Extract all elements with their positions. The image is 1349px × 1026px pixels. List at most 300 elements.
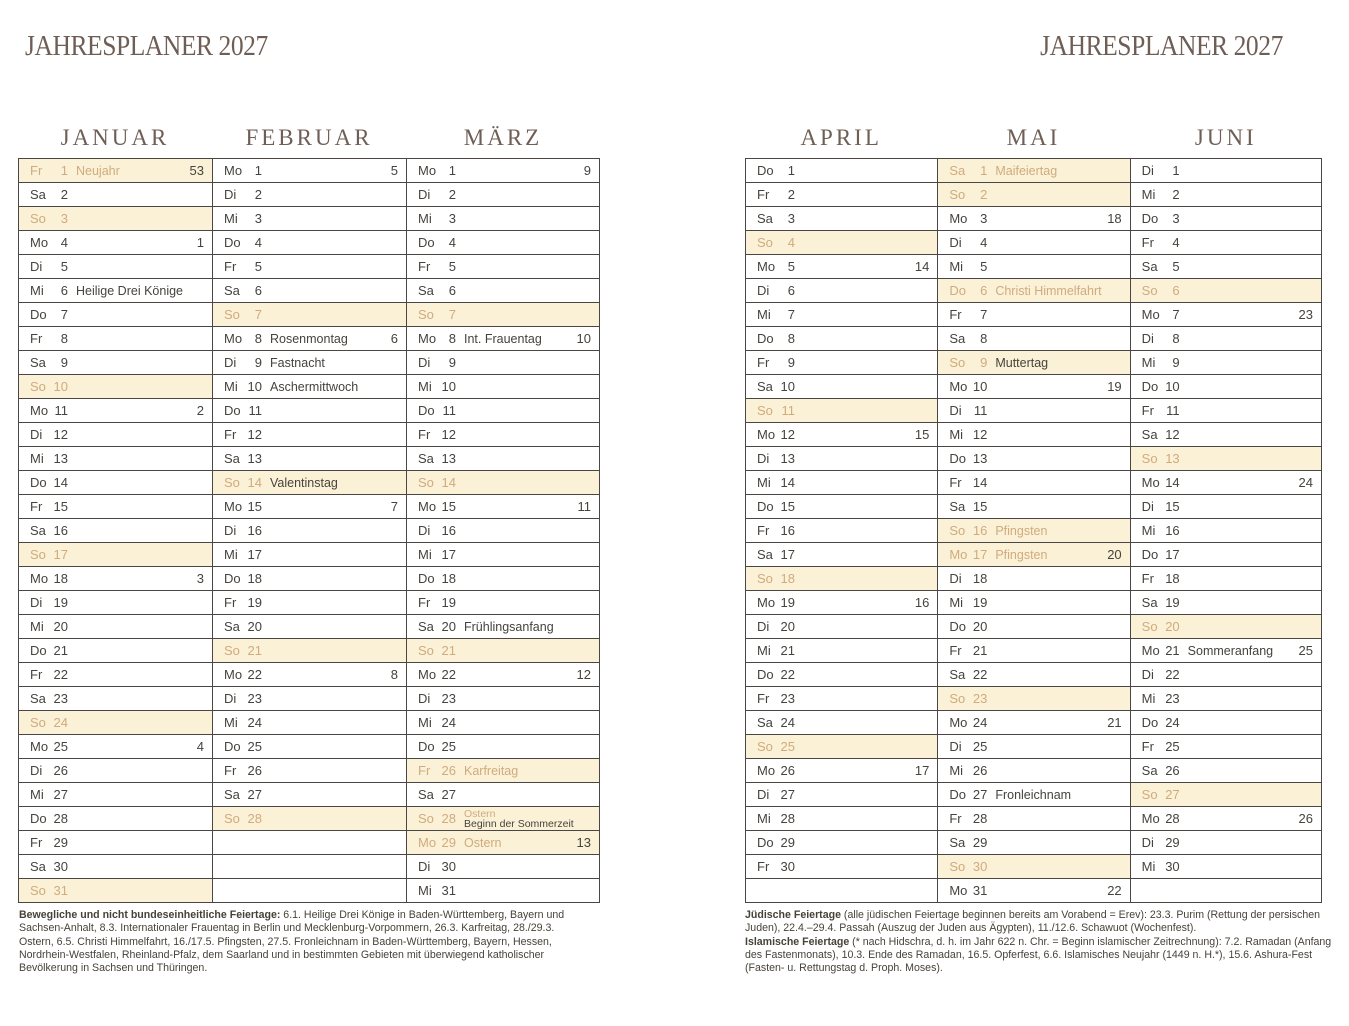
day-number: 16 — [441, 523, 456, 538]
day-row — [1131, 159, 1321, 183]
day-number: 25 — [53, 739, 68, 754]
day-abbrev: Di — [30, 259, 43, 274]
day-number: 17 — [972, 547, 988, 562]
empty-row — [746, 879, 937, 903]
day-row — [407, 783, 599, 807]
day-row — [938, 231, 1129, 255]
day-abbrev: Mi — [949, 259, 964, 274]
day-row — [938, 663, 1129, 687]
empty-row — [1131, 879, 1321, 903]
day-row — [407, 351, 599, 375]
day-row — [746, 831, 937, 855]
day-number: 20 — [780, 619, 795, 634]
day-row — [407, 711, 599, 735]
day-note — [464, 765, 573, 777]
day-number: 27 — [780, 787, 795, 802]
day-row — [1131, 519, 1321, 543]
day-abbrev: Mo — [224, 331, 243, 346]
day-abbrev: Mi — [418, 883, 432, 898]
day-abbrev: Di — [224, 691, 237, 706]
month-juni — [1130, 118, 1322, 903]
day-number: 25 — [247, 739, 262, 754]
day-number: 26 — [53, 763, 68, 778]
day-number: 9 — [980, 355, 988, 370]
day-number: 20 — [441, 619, 456, 634]
day-abbrev: Mo — [757, 595, 776, 610]
day-number: 15 — [972, 499, 988, 514]
footnote-lead: Jüdische Feiertage — [745, 909, 841, 921]
day-abbrev: Do — [1141, 211, 1159, 226]
day-note — [270, 357, 380, 369]
day-abbrev: Sa — [418, 619, 434, 634]
day-abbrev: Sa — [757, 547, 773, 562]
day-abbrev: Mi — [224, 211, 238, 226]
day-abbrev: Sa — [949, 499, 966, 514]
month-title: FEBRUAR — [245, 125, 373, 150]
day-row — [1131, 783, 1321, 807]
month-title: MÄRZ — [463, 125, 543, 150]
day-row — [407, 663, 599, 687]
holiday-label: Ostern — [464, 835, 502, 850]
day-abbrev: Mo — [30, 235, 49, 250]
day-abbrev: Mo — [1141, 643, 1160, 658]
day-row — [407, 567, 599, 591]
day-row — [1131, 663, 1321, 687]
day-number: 17 — [53, 547, 68, 562]
day-number: 25 — [1165, 739, 1180, 754]
day-abbrev: Fr — [1141, 235, 1154, 250]
day-number: 7 — [980, 307, 988, 322]
day-number: 28 — [972, 811, 988, 826]
day-number: 15 — [53, 499, 68, 514]
day-abbrev: So — [224, 307, 240, 322]
day-abbrev: Sa — [30, 691, 46, 706]
day-abbrev: Fr — [418, 427, 431, 442]
day-row — [407, 687, 599, 711]
day-abbrev: Sa — [757, 715, 773, 730]
day-abbrev: So — [1141, 451, 1158, 466]
day-number: 14 — [53, 475, 68, 490]
day-abbrev: Di — [757, 283, 770, 298]
day-number: 4 — [448, 235, 456, 250]
day-row — [19, 855, 212, 879]
day-number: 5 — [787, 259, 795, 274]
day-row — [1131, 567, 1321, 591]
week-number: 17 — [914, 763, 930, 778]
day-number: 10 — [780, 379, 795, 394]
day-row — [1131, 615, 1321, 639]
day-number: 16 — [780, 523, 795, 538]
day-row — [19, 399, 212, 423]
day-abbrev: Mo — [949, 211, 968, 226]
day-abbrev: Di — [418, 355, 431, 370]
day-number: 2 — [1172, 187, 1180, 202]
day-abbrev: Fr — [949, 475, 962, 490]
day-row — [938, 879, 1129, 903]
day-abbrev: Mi — [224, 379, 238, 394]
day-abbrev: Di — [1141, 667, 1154, 682]
week-number: 24 — [1298, 475, 1313, 490]
day-number: 30 — [972, 859, 988, 874]
holiday-label: Sommeranfang — [1187, 643, 1274, 658]
day-abbrev: Mo — [757, 763, 776, 778]
day-abbrev: Do — [757, 667, 774, 682]
day-row — [938, 207, 1129, 231]
day-row — [938, 687, 1129, 711]
day-number: 13 — [247, 451, 262, 466]
day-number: 28 — [247, 811, 262, 826]
day-note — [270, 477, 380, 489]
day-number: 13 — [780, 451, 795, 466]
day-number: 17 — [1165, 547, 1180, 562]
day-row — [407, 879, 599, 903]
day-row — [407, 447, 599, 471]
day-row — [213, 207, 406, 231]
day-row — [1131, 471, 1321, 495]
day-row — [938, 495, 1129, 519]
day-row — [746, 711, 937, 735]
day-number: 18 — [53, 571, 68, 586]
footnote-paragraph: Islamische Feiertage (* nach Hidschra, d. h. im Jahr 622 n. Chr. = Beginn islamischer Zeitrechnung): 7.2. Ramadan (Anfang des Fastenmonats), 10.3. Ende des Ramadan, 16.5. Opferfest, 6.6. Islamisches Neujahr (1449 n. H.*), 15.6. Ashura-Fest (Fasten- u. Rettungstag d. Proph. Moses). — [745, 935, 1332, 975]
day-abbrev: Mo — [30, 571, 49, 586]
day-row — [746, 591, 937, 615]
day-abbrev: Mo — [224, 667, 243, 682]
day-abbrev: Fr — [30, 163, 43, 178]
day-number: 6 — [60, 283, 68, 298]
day-note — [1188, 645, 1295, 657]
day-row — [746, 783, 937, 807]
day-abbrev: Mi — [757, 307, 771, 322]
day-number: 4 — [787, 235, 795, 250]
day-row — [1131, 183, 1321, 207]
day-number: 18 — [1165, 571, 1180, 586]
day-row — [213, 567, 406, 591]
day-row — [938, 183, 1129, 207]
day-row — [19, 231, 212, 255]
day-note — [995, 789, 1103, 801]
day-number: 24 — [247, 715, 262, 730]
day-abbrev: Di — [757, 451, 770, 466]
day-row — [213, 663, 406, 687]
day-number: 19 — [53, 595, 68, 610]
day-number: 18 — [780, 571, 795, 586]
day-abbrev: So — [30, 547, 46, 562]
day-abbrev: Fr — [1141, 571, 1154, 586]
footnote-paragraph: Bewegliche und nicht bundeseinheitliche Feiertage: 6.1. Heilige Drei Könige in Baden-Württemberg, Bayern und Sachsen-Anhalt, 8.3. Internationaler Frauentag in Berlin und Mecklenburg-Vorpommern, 26.3. Karfreitag, 28./29.3. Ostern, 6.5. Christi Himmelfahrt, 16./17.5. Pfingsten, 27.5. Fronleichnam in Baden-Württemberg, Bayern, Hessen, Nordrhein-Westfalen, Rheinland-Pfalz, dem Saarland und in bestimmten Gebieten mit überwiegend katholischer Bevölkerung in Sachsen und Thüringen. — [19, 909, 565, 975]
day-row — [213, 399, 406, 423]
day-number: 22 — [247, 667, 262, 682]
day-row — [213, 783, 406, 807]
page-title-right: JAHRESPLANER 2027 — [1040, 30, 1283, 62]
day-number: 19 — [972, 595, 988, 610]
day-abbrev: Mi — [30, 283, 44, 298]
day-number: 6 — [448, 283, 456, 298]
day-number: 9 — [787, 355, 795, 370]
day-number: 27 — [53, 787, 68, 802]
day-note — [995, 357, 1103, 369]
day-abbrev: So — [224, 643, 240, 658]
day-row — [746, 399, 937, 423]
day-number: 5 — [254, 259, 262, 274]
day-number: 17 — [247, 547, 262, 562]
footnote-lead: Islamische Feiertage — [745, 935, 850, 948]
day-number: 8 — [787, 331, 795, 346]
day-number: 2 — [787, 187, 795, 202]
day-abbrev: Mo — [1141, 307, 1160, 322]
day-row — [1131, 423, 1321, 447]
week-number: 4 — [196, 739, 204, 754]
month-grid — [212, 158, 406, 903]
week-number: 15 — [914, 427, 930, 442]
day-number: 14 — [780, 475, 795, 490]
day-note — [464, 621, 573, 633]
day-number: 12 — [1165, 427, 1180, 442]
day-row — [746, 519, 937, 543]
day-abbrev: Do — [757, 835, 774, 850]
day-abbrev: Do — [30, 811, 47, 826]
day-abbrev: Fr — [757, 355, 770, 370]
day-abbrev: So — [757, 739, 773, 754]
day-row — [19, 207, 212, 231]
week-number: 1 — [196, 235, 204, 250]
day-number: 3 — [60, 211, 68, 226]
day-note — [76, 165, 186, 177]
day-number: 22 — [780, 667, 795, 682]
day-row — [407, 807, 599, 831]
day-row — [213, 519, 406, 543]
day-number: 7 — [60, 307, 68, 322]
day-row — [1131, 495, 1321, 519]
holiday-label: Maifeiertag — [995, 163, 1058, 178]
day-number: 22 — [53, 667, 68, 682]
day-row — [213, 255, 406, 279]
day-number: 28 — [441, 811, 456, 826]
day-abbrev: Di — [1141, 499, 1154, 514]
day-number: 17 — [780, 547, 795, 562]
day-row — [213, 423, 406, 447]
day-abbrev: Sa — [757, 211, 773, 226]
day-row — [213, 735, 406, 759]
day-row — [19, 639, 212, 663]
day-abbrev: Sa — [224, 619, 240, 634]
day-row — [1131, 303, 1321, 327]
day-abbrev: Di — [418, 691, 431, 706]
day-abbrev: Sa — [30, 187, 46, 202]
holiday-label: Fastnacht — [270, 355, 325, 370]
day-abbrev: Mo — [30, 403, 49, 418]
day-abbrev: Di — [418, 187, 431, 202]
day-abbrev: Do — [418, 235, 435, 250]
day-number: 18 — [441, 571, 456, 586]
day-number: 2 — [448, 187, 456, 202]
day-row — [1131, 399, 1321, 423]
day-abbrev: Di — [949, 235, 962, 250]
day-number: 8 — [254, 331, 262, 346]
day-number: 6 — [980, 283, 988, 298]
day-row — [19, 375, 212, 399]
month-title: APRIL — [800, 125, 882, 150]
day-row — [938, 447, 1129, 471]
day-row — [407, 159, 599, 183]
week-number: 20 — [1107, 547, 1122, 562]
day-number: 30 — [441, 859, 456, 874]
day-row — [938, 255, 1129, 279]
week-number: 2 — [196, 403, 204, 418]
day-number: 28 — [780, 811, 795, 826]
day-abbrev: Fr — [30, 835, 43, 850]
day-row — [407, 303, 599, 327]
day-abbrev: Sa — [418, 451, 434, 466]
week-number: 6 — [390, 331, 398, 346]
day-row — [407, 615, 599, 639]
day-number: 11 — [248, 403, 262, 418]
day-abbrev: Mi — [418, 547, 432, 562]
day-abbrev: Mo — [757, 427, 776, 442]
day-number: 27 — [247, 787, 262, 802]
day-row — [19, 495, 212, 519]
day-number: 19 — [780, 595, 795, 610]
day-abbrev: Fr — [224, 259, 237, 274]
day-number: 7 — [448, 307, 456, 322]
month-grid — [1130, 158, 1322, 903]
day-abbrev: Fr — [757, 187, 770, 202]
day-row — [746, 327, 937, 351]
day-note — [995, 525, 1103, 537]
day-row — [938, 615, 1129, 639]
day-abbrev: Di — [949, 739, 962, 754]
day-row — [19, 255, 212, 279]
day-abbrev: Fr — [224, 595, 237, 610]
week-number: 10 — [576, 331, 591, 346]
day-abbrev: Mo — [418, 163, 437, 178]
day-number: 21 — [53, 643, 68, 658]
day-abbrev: So — [30, 211, 46, 226]
day-row — [938, 759, 1129, 783]
day-abbrev: Mo — [949, 715, 968, 730]
day-abbrev: Do — [949, 451, 966, 466]
day-abbrev: Di — [224, 187, 237, 202]
day-row — [1131, 591, 1321, 615]
day-abbrev: Fr — [30, 499, 43, 514]
day-abbrev: Do — [1141, 379, 1159, 394]
week-number: 21 — [1107, 715, 1122, 730]
day-row — [938, 807, 1129, 831]
day-row — [213, 639, 406, 663]
day-number: 29 — [441, 835, 456, 850]
day-abbrev: Do — [224, 403, 241, 418]
day-number: 3 — [980, 211, 988, 226]
day-row — [938, 471, 1129, 495]
day-row — [407, 399, 599, 423]
day-row — [938, 855, 1129, 879]
day-abbrev: Mo — [949, 883, 968, 898]
day-number: 30 — [53, 859, 68, 874]
month-grid — [18, 158, 212, 903]
day-abbrev: So — [224, 475, 240, 490]
day-note — [270, 333, 380, 345]
day-row — [938, 639, 1129, 663]
day-abbrev: Fr — [949, 643, 962, 658]
day-number: 11 — [781, 403, 795, 418]
day-abbrev: Mi — [1141, 355, 1156, 370]
day-abbrev: Di — [30, 763, 43, 778]
day-number: 19 — [247, 595, 262, 610]
day-abbrev: Fr — [30, 331, 43, 346]
holiday-label: Neujahr — [76, 163, 120, 178]
day-row — [19, 735, 212, 759]
day-row — [213, 807, 406, 831]
day-abbrev: Sa — [1141, 259, 1158, 274]
day-number: 17 — [441, 547, 456, 562]
day-abbrev: Di — [224, 355, 237, 370]
day-number: 5 — [1172, 259, 1180, 274]
day-abbrev: So — [224, 811, 240, 826]
day-note — [464, 333, 573, 345]
week-number: 13 — [576, 835, 591, 850]
day-row — [1131, 255, 1321, 279]
day-abbrev: So — [418, 643, 434, 658]
month-title: JANUAR — [60, 125, 170, 150]
day-abbrev: Di — [949, 403, 962, 418]
week-number: 3 — [196, 571, 204, 586]
day-row — [19, 591, 212, 615]
day-abbrev: Di — [30, 427, 43, 442]
day-number: 1 — [254, 163, 262, 178]
day-row — [1131, 447, 1321, 471]
day-row — [746, 375, 937, 399]
day-abbrev: Di — [1141, 331, 1154, 346]
day-number: 21 — [1165, 643, 1180, 658]
day-row — [213, 327, 406, 351]
day-row — [746, 855, 937, 879]
day-note — [270, 381, 380, 393]
day-row — [746, 471, 937, 495]
day-row — [407, 543, 599, 567]
day-row — [407, 639, 599, 663]
day-abbrev: Mo — [418, 667, 437, 682]
day-row — [407, 591, 599, 615]
day-number: 16 — [247, 523, 262, 538]
day-row — [213, 711, 406, 735]
holiday-label: Int. Frauentag — [464, 331, 542, 346]
day-abbrev: Do — [418, 739, 435, 754]
day-row — [746, 759, 937, 783]
day-row — [1131, 327, 1321, 351]
day-row — [19, 543, 212, 567]
day-number: 10 — [247, 379, 262, 394]
day-row — [213, 183, 406, 207]
day-number: 10 — [441, 379, 456, 394]
day-row — [938, 351, 1129, 375]
day-abbrev: Sa — [949, 835, 966, 850]
day-abbrev: Mo — [224, 499, 243, 514]
day-row — [213, 375, 406, 399]
day-abbrev: Mo — [418, 499, 437, 514]
day-abbrev: Sa — [418, 283, 434, 298]
day-row — [746, 231, 937, 255]
holiday-label: Pfingsten — [995, 547, 1048, 562]
week-number: 7 — [390, 499, 398, 514]
day-number: 30 — [1165, 859, 1180, 874]
day-abbrev: Di — [949, 571, 962, 586]
day-row — [938, 279, 1129, 303]
day-number: 29 — [1165, 835, 1180, 850]
day-row — [19, 831, 212, 855]
holiday-label: Fronleichnam — [995, 787, 1072, 802]
day-number: 26 — [247, 763, 262, 778]
day-number: 7 — [787, 307, 795, 322]
day-abbrev: Sa — [1141, 763, 1158, 778]
